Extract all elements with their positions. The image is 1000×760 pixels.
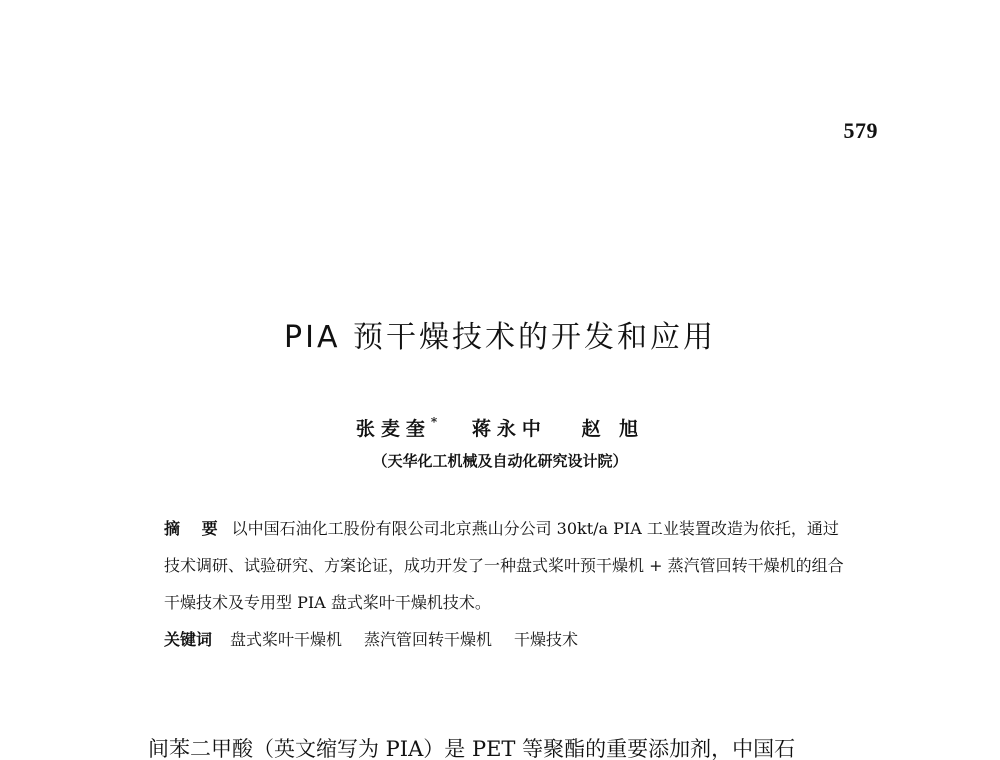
author-name: 赵 旭 (581, 418, 645, 440)
author-1 (356, 414, 437, 441)
author-name: 蒋永中 (471, 418, 547, 440)
abstract-block (164, 510, 844, 658)
author-2 (472, 414, 547, 441)
author-list (0, 414, 1000, 441)
keyword-item: 蒸汽管回转干燥机 (364, 630, 493, 649)
paper-title: PIA 预干燥技术的开发和应用 (284, 320, 716, 356)
keywords-paragraph (164, 621, 844, 658)
abstract-label: 摘 要 (164, 519, 226, 538)
author-name: 张麦奎 (355, 418, 431, 440)
abstract-paragraph (164, 510, 844, 621)
page-number: 579 (843, 118, 878, 143)
affiliation: （天华化工机械及自动化研究设计院） (372, 452, 628, 470)
abstract-text: 以中国石油化工股份有限公司北京燕山分公司 30kt/a PIA 工业装置改造为依托，通过技术调研、试验研究、方案论证，成功开发了一种盘式桨叶预干燥机 + 蒸汽管回转干燥机的组合干燥技术及专用型 PIA 盘式桨叶干燥机技术。 (164, 519, 844, 612)
corresponding-author-mark: * (430, 414, 438, 429)
author-3 (581, 414, 644, 441)
keyword-item: 干燥技术 (514, 630, 579, 649)
body-text-first-line: 间苯二甲酸（英文缩写为 PIA）是 PET 等聚酯的重要添加剂，中国石 (148, 737, 796, 760)
keyword-item: 盘式桨叶干燥机 (230, 630, 343, 649)
keywords-label: 关键词 (164, 630, 213, 649)
